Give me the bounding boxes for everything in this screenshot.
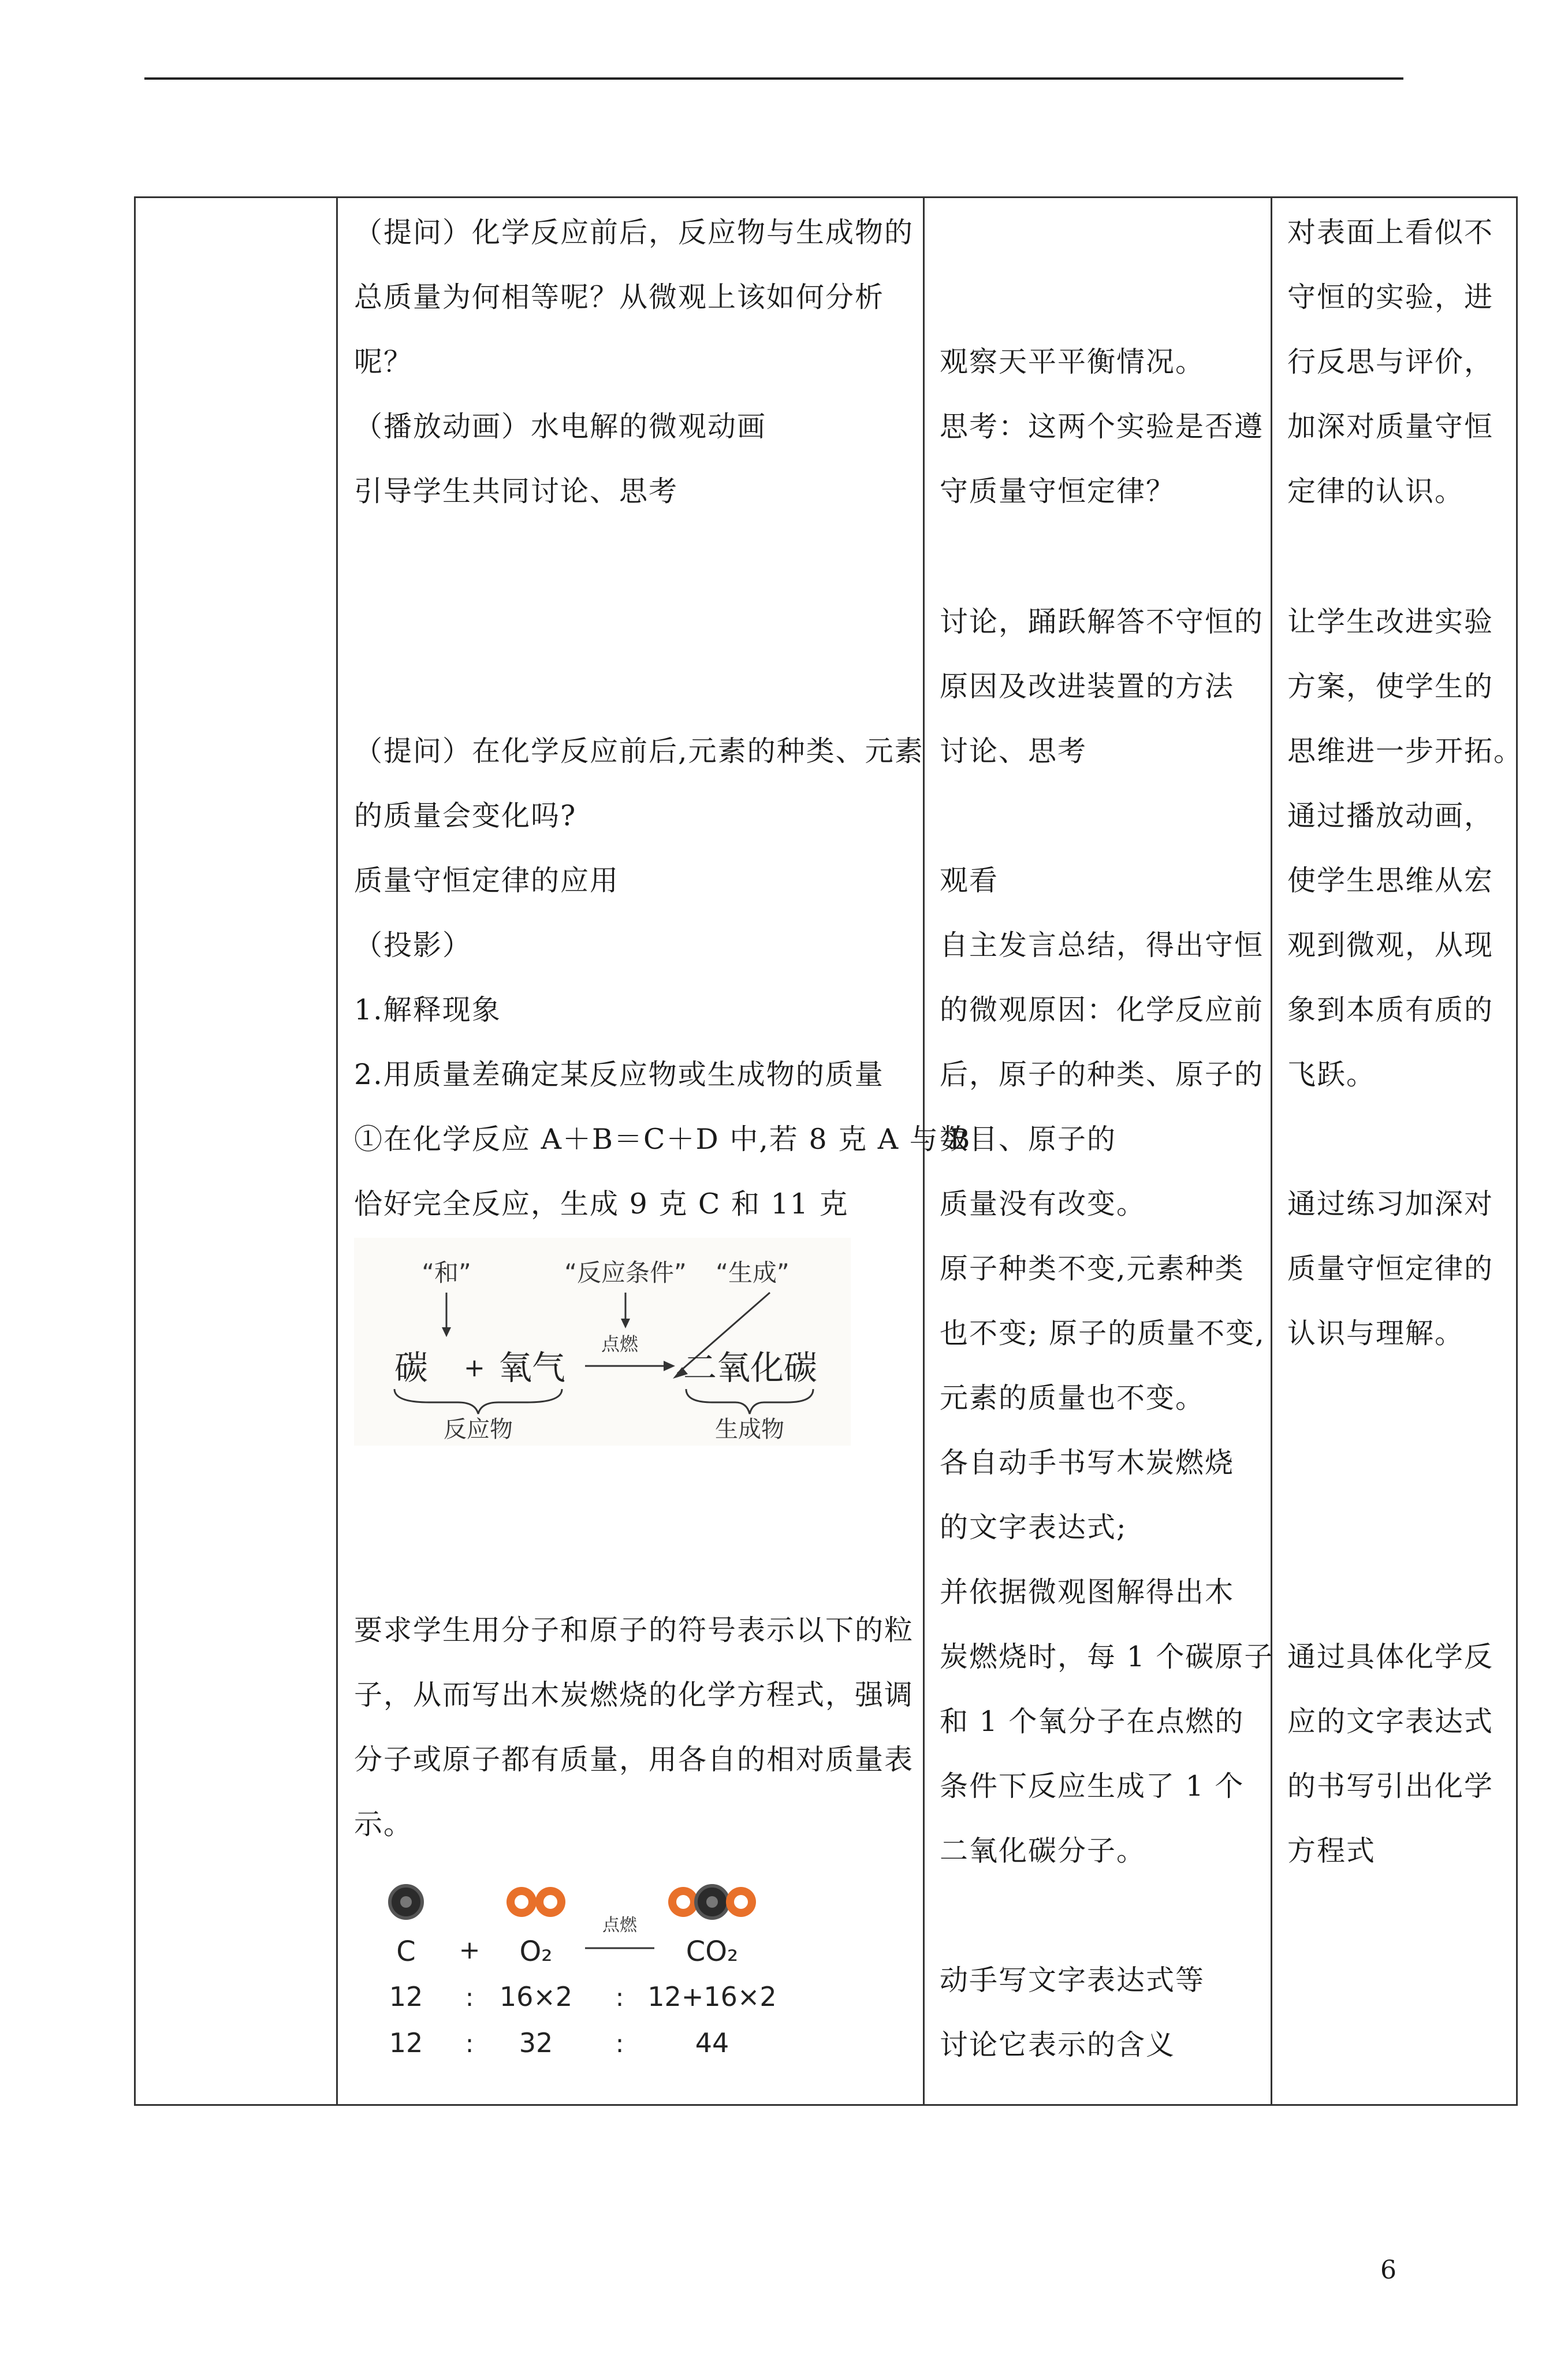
intent-line: 让学生改进实验 xyxy=(1287,605,1494,638)
student-line: 观看 xyxy=(940,864,999,897)
plus-sign: + xyxy=(464,1353,485,1383)
student-line: 各自动手书写木炭燃烧 xyxy=(940,1446,1235,1479)
student-line: 质量没有改变。 xyxy=(940,1187,1146,1220)
intent-line: 通过具体化学反 xyxy=(1287,1640,1494,1673)
mass-expr-c: 12 xyxy=(389,1981,423,2012)
label-and: “和” xyxy=(422,1259,471,1287)
intent-line: 定律的认识。 xyxy=(1287,475,1465,508)
intent-line: 观到微观，从现 xyxy=(1287,929,1494,962)
intent-line: 守恒的实验，进 xyxy=(1287,281,1494,314)
student-line: 也不变; 原子的质量不变, xyxy=(940,1317,1265,1350)
student-activity-column xyxy=(924,198,1272,2105)
teacher-line: （提问）化学反应前后，反应物与生成物的 xyxy=(354,216,914,249)
student-line: 原因及改进装置的方法 xyxy=(940,670,1235,703)
intent-line: 应的文字表达式 xyxy=(1287,1705,1494,1738)
word-equation-figure xyxy=(354,1238,851,1446)
design-intent-column xyxy=(1272,198,1524,2105)
student-line: 自主发言总结，得出守恒 xyxy=(940,929,1264,962)
intent-line: 加深对质量守恒 xyxy=(1287,410,1494,443)
intent-line: 的书写引出化学 xyxy=(1287,1770,1494,1803)
teacher-line: （提问）在化学反应前后,元素的种类、元素 xyxy=(354,735,924,768)
intent-line: 方程式 xyxy=(1287,1834,1376,1867)
student-line: 原子种类不变,元素种类 xyxy=(940,1252,1245,1285)
student-line: 的文字表达式; xyxy=(940,1511,1127,1544)
formula-co2: CO₂ xyxy=(686,1935,739,1968)
teacher-line: 子，从而写出木炭燃烧的化学方程式，强调 xyxy=(354,1678,914,1711)
student-line: 元素的质量也不变。 xyxy=(940,1382,1205,1414)
product-co2: 二氧化碳 xyxy=(683,1348,818,1387)
teacher-line: 质量守恒定律的应用 xyxy=(354,864,620,897)
student-line: 炭燃烧时，每 1 个碳原子 xyxy=(940,1640,1274,1673)
lesson-table xyxy=(134,196,1524,2106)
student-line: 动手写文字表达式等 xyxy=(940,1964,1205,1997)
student-line: 后，原子的种类、原子的 xyxy=(940,1058,1264,1091)
student-line: 并依据微观图解得出木 xyxy=(940,1576,1235,1609)
mass-expr-o2: 16×2 xyxy=(499,1981,573,2012)
particle-mass-figure xyxy=(354,1867,816,2069)
intent-line: 思维进一步开拓。 xyxy=(1287,735,1524,768)
teacher-line: 呢？ xyxy=(354,345,414,378)
student-line: 思考：这两个实验是否遵 xyxy=(940,410,1264,443)
reactant-carbon: 碳 xyxy=(394,1348,429,1387)
condition-text: 点燃 xyxy=(601,1333,639,1355)
mass-expr-colon: : xyxy=(465,1983,474,2012)
header-rule xyxy=(144,77,1403,80)
formula-plus: + xyxy=(459,1935,481,1965)
intent-line: 行反思与评价， xyxy=(1287,345,1494,378)
stage-column xyxy=(135,198,337,2105)
intent-line: 通过播放动画， xyxy=(1287,799,1494,832)
teacher-line: 分子或原子都有质量，用各自的相对质量表 xyxy=(354,1743,914,1776)
teacher-line: 2.用质量差确定某反应物或生成物的质量 xyxy=(354,1058,884,1091)
intent-line: 使学生思维从宏 xyxy=(1287,864,1494,897)
intent-line: 对表面上看似不 xyxy=(1287,216,1494,249)
teacher-line: 恰好完全反应，生成 9 克 C 和 11 克 xyxy=(354,1187,849,1220)
student-line: 二氧化碳分子。 xyxy=(940,1834,1146,1867)
student-line: 条件下反应生成了 1 个 xyxy=(940,1770,1245,1803)
student-line: 和 1 个氧分子在点燃的 xyxy=(940,1705,1245,1738)
label-condition: “反应条件” xyxy=(564,1259,687,1287)
teacher-line: 1.解释现象 xyxy=(354,993,501,1026)
mass-colon: : xyxy=(465,2029,474,2058)
mass-expr-colon: : xyxy=(615,1983,624,2012)
page-number: 6 xyxy=(1380,2255,1396,2285)
reactant-oxygen: 氧气 xyxy=(498,1348,566,1387)
teacher-line: 示。 xyxy=(354,1808,414,1841)
intent-line: 飞跃。 xyxy=(1287,1058,1376,1091)
student-line: 讨论它表示的含义 xyxy=(940,2028,1176,2061)
formula-c: C xyxy=(396,1935,416,1968)
student-line: 的微观原因：化学反应前 xyxy=(940,993,1264,1026)
intent-line: 质量守恒定律的 xyxy=(1287,1252,1494,1285)
student-line: 观察天平平衡情况。 xyxy=(940,345,1205,378)
mass-c: 12 xyxy=(389,2027,423,2058)
student-line: 讨论，踊跃解答不守恒的 xyxy=(940,605,1264,638)
label-produce: “生成” xyxy=(716,1259,789,1287)
teacher-line: （播放动画）水电解的微观动画 xyxy=(354,410,767,443)
student-line: 讨论、思考 xyxy=(940,735,1087,768)
intent-line: 认识与理解。 xyxy=(1287,1317,1465,1350)
mass-o2: 32 xyxy=(519,2027,553,2058)
intent-line: 方案，使学生的 xyxy=(1287,670,1494,703)
intent-line: 通过练习加深对 xyxy=(1287,1187,1494,1220)
mass-co2: 44 xyxy=(695,2027,729,2058)
teacher-line: （投影） xyxy=(354,929,472,962)
student-line: 守质量守恒定律？ xyxy=(940,475,1176,508)
teacher-line: 总质量为何相等呢？从微观上该如何分析 xyxy=(354,281,885,314)
student-line: 数目、原子的 xyxy=(940,1123,1117,1156)
condition-text: 点燃 xyxy=(602,1915,637,1935)
teacher-line: 要求学生用分子和原子的符号表示以下的粒 xyxy=(354,1614,914,1647)
teacher-line: 引导学生共同讨论、思考 xyxy=(354,475,679,508)
reactants-label: 反应物 xyxy=(444,1416,513,1443)
teacher-line: ①在化学反应 A＋B＝C＋D 中,若 8 克 A 与 B xyxy=(354,1123,971,1156)
teacher-line: 的质量会变化吗? xyxy=(354,799,577,832)
products-label: 生成物 xyxy=(715,1416,784,1443)
mass-expr-co2: 12+16×2 xyxy=(647,1981,777,2012)
formula-o2: O₂ xyxy=(519,1935,553,1968)
mass-colon: : xyxy=(615,2029,624,2058)
intent-line: 象到本质有质的 xyxy=(1287,993,1494,1026)
